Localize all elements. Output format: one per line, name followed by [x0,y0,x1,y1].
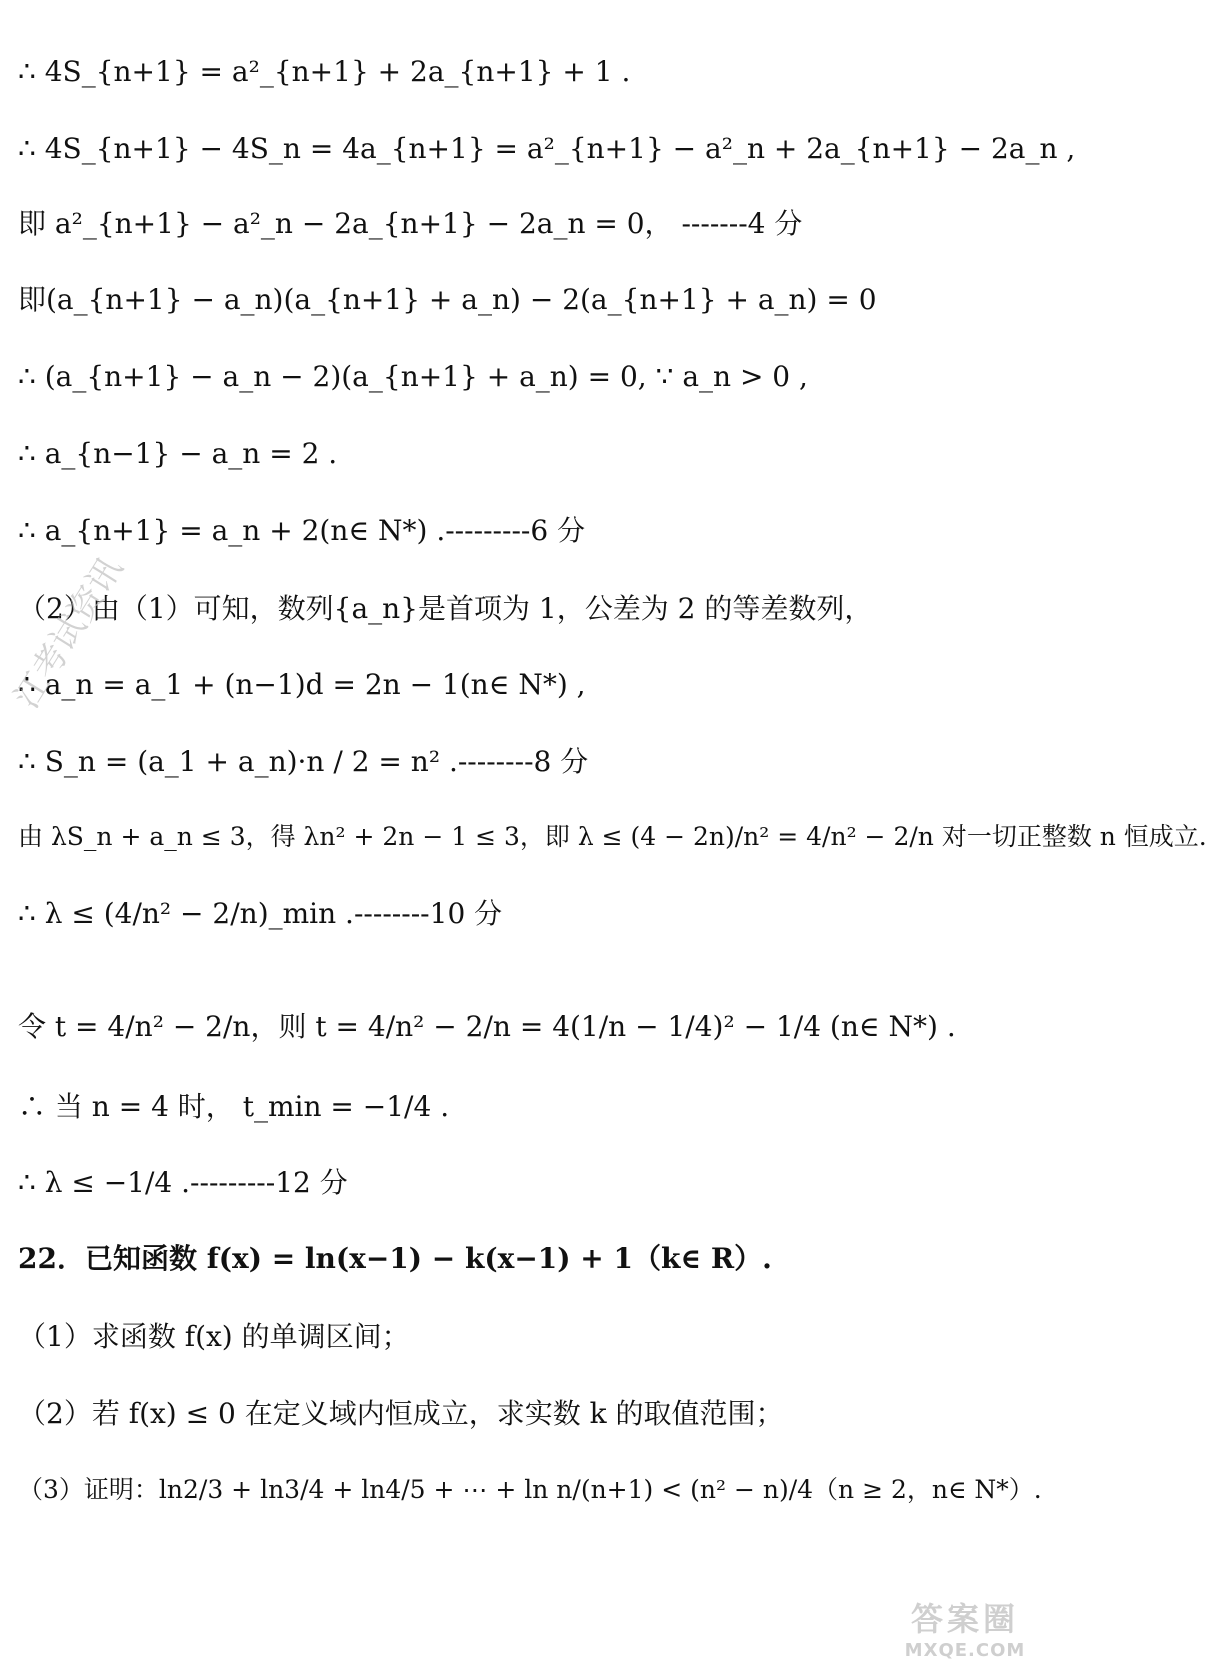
question-22-part-3: （3）证明：ln2/3 + ln3/4 + ln4/5 + ⋯ + ln n/(n+1) < (n² − n)/4（n ≥ 2，n∈ N*）. [18,1475,1042,1504]
solution-line-4: 即(a_{n+1} − a_n)(a_{n+1} + a_n) − 2(a_{n+1} + a_n) = 0 [18,283,877,316]
site-logo [890,1594,1040,1661]
solution-line-9: ∴ a_n = a_1 + (n−1)d = 2n − 1(n∈ N*) , [18,668,586,701]
solution-line-2: ∴ 4S_{n+1} − 4S_n = 4a_{n+1} = a²_{n+1} − a²_n + 2a_{n+1} − 2a_n , [18,132,1076,165]
solution-line-5: ∴ (a_{n+1} − a_n − 2)(a_{n+1} + a_n) = 0, ∵ a_n > 0 , [18,360,808,393]
solution-line-10: ∴ S_n = (a_1 + a_n)·n / 2 = n² .--------8 分 [18,745,589,778]
solution-line-6: ∴ a_{n−1} − a_n = 2 . [18,437,338,470]
question-22-title: 22．已知函数 f(x) = ln(x−1) − k(x−1) + 1（k∈ R）. [18,1242,772,1275]
question-22-part-2: （2）若 f(x) ≤ 0 在定义域内恒成立，求实数 k 的取值范围； [18,1397,784,1430]
solution-line-13: 令 t = 4/n² − 2/n，则 t = 4/n² − 2/n = 4(1/n − 1/4)² − 1/4 (n∈ N*) . [18,1010,956,1043]
solution-line-1: ∴ 4S_{n+1} = a²_{n+1} + 2a_{n+1} + 1 . [18,55,631,88]
solution-line-11: 由 λS_n + a_n ≤ 3，得 λn² + 2n − 1 ≤ 3，即 λ ≤ (4 − 2n)/n² = 4/n² − 2/n 对一切正整数 n 恒成立. [18,822,1207,851]
solution-line-8: （2）由（1）可知，数列{a_n}是首项为 1，公差为 2 的等差数列， [18,592,873,625]
logo-title: 答案圈 [910,1600,1019,1638]
solution-line-15: ∴ λ ≤ −1/4 .---------12 分 [18,1166,348,1199]
logo-url: MXQE.COM [904,1640,1026,1661]
question-22-part-1: （1）求函数 f(x) 的单调区间； [18,1320,410,1353]
solution-line-3: 即 a²_{n+1} − a²_n − 2a_{n+1} − 2a_n = 0， -------4 分 [18,207,803,240]
solution-line-12: ∴ λ ≤ (4/n² − 2/n)_min .--------10 分 [18,897,503,930]
watermark-text: 江考试资讯 [6,550,131,716]
solution-line-7: ∴ a_{n+1} = a_n + 2(n∈ N*) .---------6 分 [18,514,586,547]
solution-line-14: ∴ 当 n = 4 时， t_min = −1/4 . [18,1090,450,1123]
